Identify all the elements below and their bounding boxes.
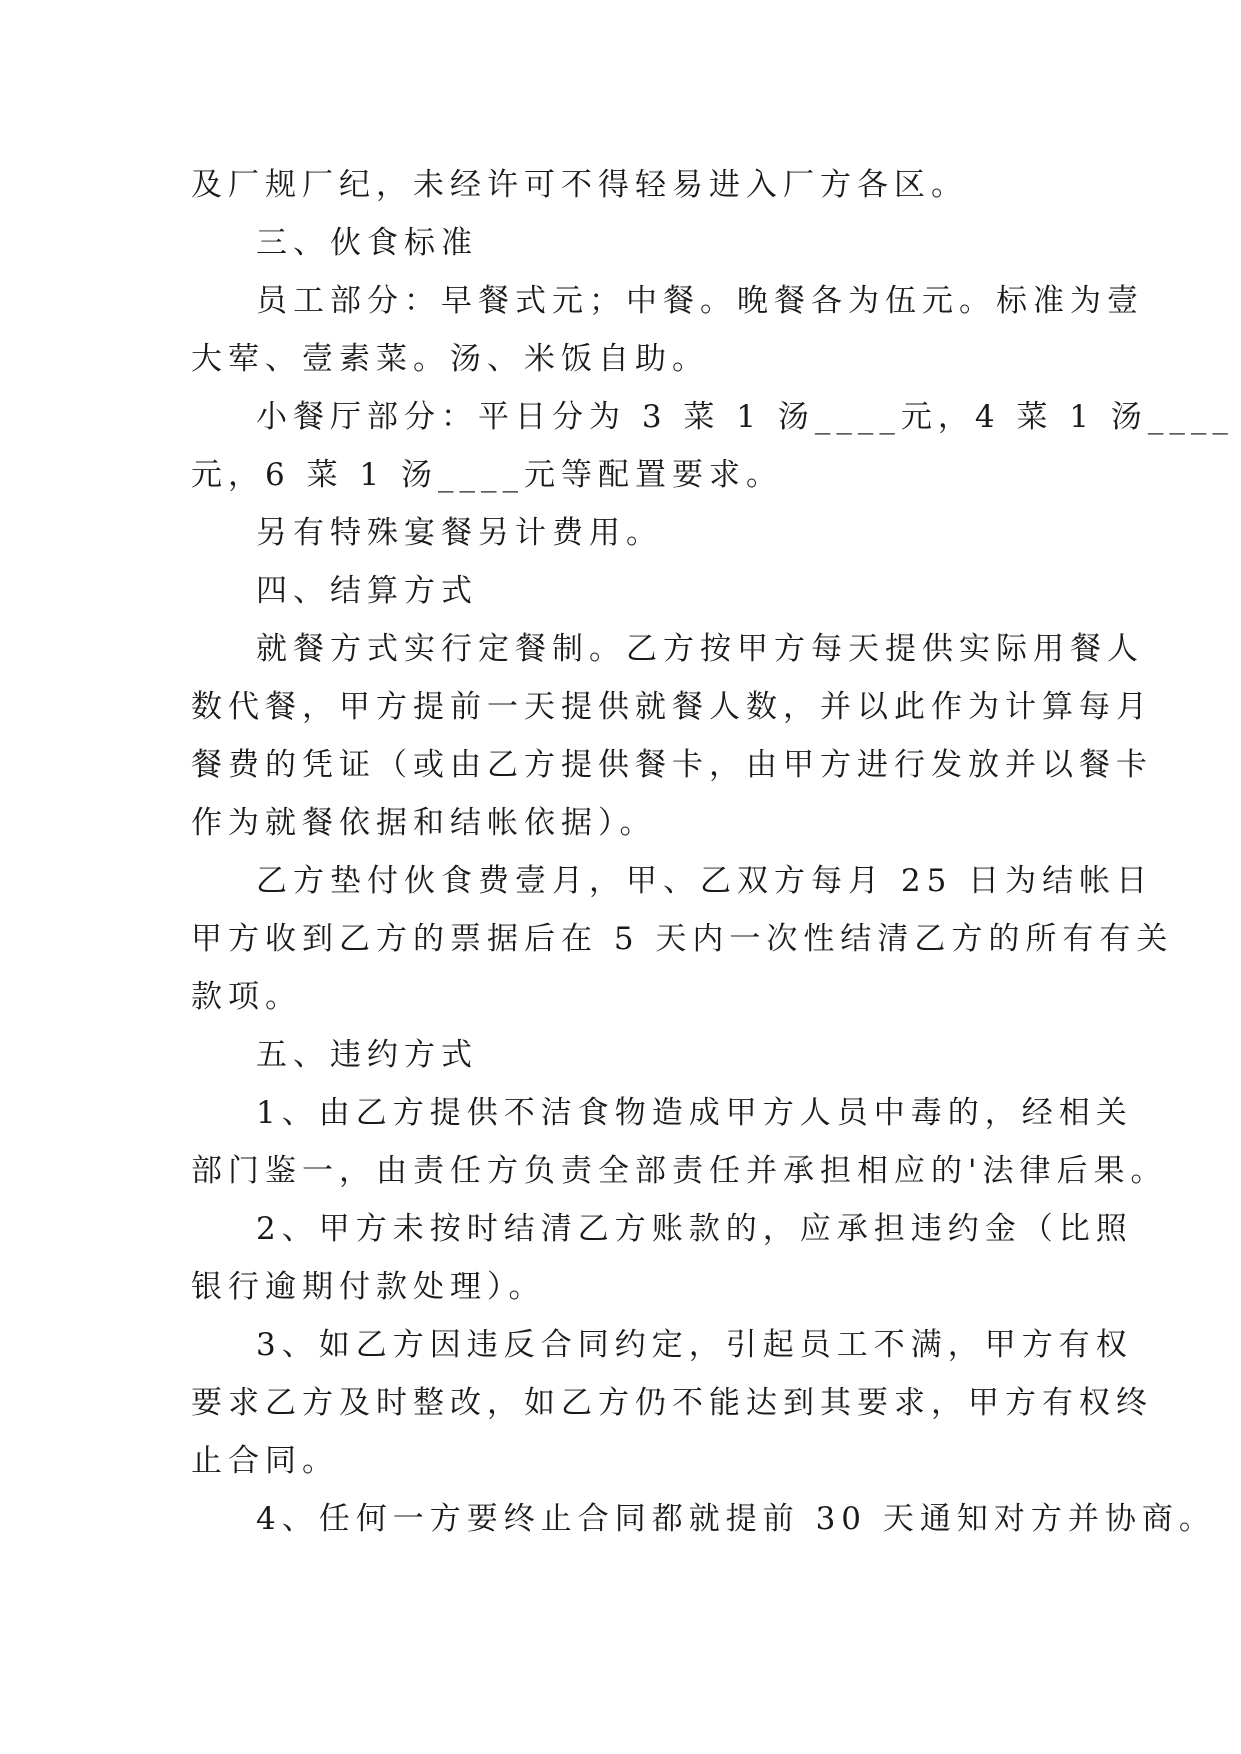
text-line: 小餐厅部分：平日分为 3 菜 1 汤____元，4 菜 1 汤____	[256, 399, 1234, 435]
text-line: 员工部分：早餐式元；中餐。晚餐各为伍元。标准为壹	[256, 283, 1144, 319]
text-line: 款项。	[191, 979, 302, 1015]
text-line: 3、如乙方因违反合同约定，引起员工不满，甲方有权	[256, 1327, 1133, 1363]
section-heading: 四、结算方式	[256, 573, 478, 609]
section-heading: 三、伙食标准	[256, 225, 478, 261]
text-line: 数代餐，甲方提前一天提供就餐人数，并以此作为计算每月	[191, 689, 1153, 725]
document-body	[191, 156, 1234, 1548]
text-line: 4、任何一方要终止合同都就提前 30 天通知对方并协商。	[256, 1501, 1216, 1537]
section-heading: 五、违约方式	[256, 1037, 478, 1073]
text-line: 部门鉴一，由责任方负责全部责任并承担相应的'法律后果。	[191, 1153, 1168, 1189]
text-line: 要求乙方及时整改，如乙方仍不能达到其要求，甲方有权终	[191, 1385, 1153, 1421]
text-line: 大荤、壹素菜。汤、米饭自助。	[191, 341, 709, 377]
text-line: 乙方垫付伙食费壹月，甲、乙双方每月 25 日为结帐日	[256, 863, 1154, 899]
text-line: 元，6 菜 1 汤____元等配置要求。	[191, 457, 784, 493]
text-line: 另有特殊宴餐另计费用。	[256, 515, 663, 551]
text-line: 止合同。	[191, 1443, 339, 1479]
text-line: 餐费的凭证（或由乙方提供餐卡，由甲方进行发放并以餐卡	[191, 747, 1153, 783]
text-line: 2、甲方未按时结清乙方账款的，应承担违约金（比照	[256, 1211, 1133, 1247]
text-line: 作为就餐依据和结帐依据）。	[191, 805, 657, 841]
text-line: 甲方收到乙方的票据后在 5 天内一次性结清乙方的所有有关	[191, 921, 1174, 957]
text-line: 及厂规厂纪，未经许可不得轻易进入厂方各区。	[191, 167, 968, 203]
text-line: 就餐方式实行定餐制。乙方按甲方每天提供实际用餐人	[256, 631, 1144, 667]
text-line: 1、由乙方提供不洁食物造成甲方人员中毒的，经相关	[256, 1095, 1133, 1131]
text-line: 银行逾期付款处理）。	[191, 1269, 546, 1305]
